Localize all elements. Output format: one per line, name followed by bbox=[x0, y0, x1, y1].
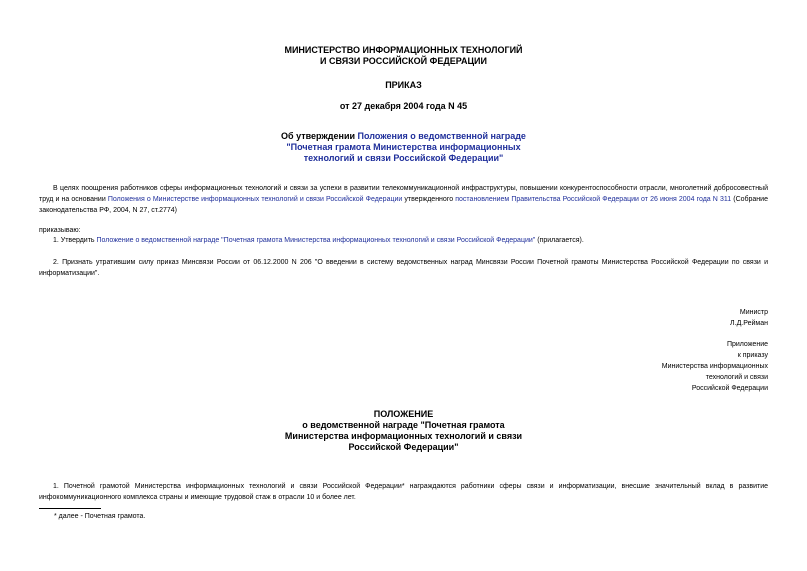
item1-suffix: (прилагается). bbox=[535, 237, 584, 244]
item-1 bbox=[53, 235, 768, 246]
appendix-line4: технологий и связи bbox=[705, 374, 768, 381]
regulation-link-part3[interactable]: технологий и связи Российской Федерации" bbox=[303, 153, 504, 163]
regulation-subtitle-line2: Министерства информационных технологий и связи bbox=[284, 431, 523, 441]
order-word: приказываю: bbox=[39, 227, 81, 234]
award-regulation-link[interactable]: Положение о ведомственной награде "Почетная грамота Министерства информационных технологий и связи Российской Федерации" bbox=[96, 237, 536, 244]
document-date: от 27 декабря 2004 года N 45 bbox=[339, 101, 468, 111]
footnote: * далее - Почетная грамота. bbox=[54, 513, 146, 520]
ministry-heading-line2: И СВЯЗИ РОССИЙСКОЙ ФЕДЕРАЦИИ bbox=[320, 56, 487, 66]
regulation-subtitle-line3: Российской Федерации" bbox=[348, 442, 459, 452]
document-type: ПРИКАЗ bbox=[385, 80, 422, 90]
subject-line2 bbox=[0, 142, 807, 153]
appendix-line3: Министерства информационных bbox=[661, 363, 768, 370]
signature-name: Л.Д.Рейман bbox=[730, 320, 768, 327]
ministry-regulation-link[interactable]: Положения о Министерстве информационных технологий и связи Российской Федерации bbox=[107, 196, 403, 203]
subject-line3 bbox=[0, 153, 807, 164]
regulation-link-part2[interactable]: "Почетная грамота Министерства информационных bbox=[286, 142, 521, 152]
preamble-text1: В целях поощрения работников сферы информационных технологий и связи за успехи в развитии телекоммуникационной инфраструктуры, повышении конкурентоспособности отрасли, многолетний добросовестный труд и на основании bbox=[39, 185, 768, 203]
government-resolution-link[interactable]: постановлением Правительства Российской Федерации от 26 июня 2004 года N 311 bbox=[455, 196, 732, 203]
appendix-line2: к приказу bbox=[737, 352, 768, 359]
preamble-text2: утвержденного bbox=[402, 196, 456, 203]
subject-prefix: Об утверждении bbox=[281, 131, 358, 141]
regulation-link-part1[interactable]: Положения о ведомственной награде bbox=[357, 131, 526, 141]
preamble-paragraph bbox=[39, 183, 768, 216]
subject-line1 bbox=[0, 131, 807, 142]
footnote-divider bbox=[39, 508, 101, 509]
item1-prefix: 1. Утвердить bbox=[53, 237, 97, 244]
ministry-heading-line1: МИНИСТЕРСТВО ИНФОРМАЦИОННЫХ ТЕХНОЛОГИЙ bbox=[284, 45, 523, 55]
regulation-subtitle-line1: о ведомственной награде "Почетная грамота bbox=[302, 420, 505, 430]
appendix-line5: Российской Федерации bbox=[691, 385, 768, 392]
regulation-title: ПОЛОЖЕНИЕ bbox=[373, 409, 434, 419]
clause-1: 1. Почетной грамотой Министерства информационных технологий и связи Российской Федерации* награждаются работники сферы связи и информатизации, внесшие значительный вклад в развитие инфокоммуникационного комплекса страны и имеющие трудовой стаж в отрасли 10 и более лет. bbox=[39, 483, 768, 501]
item-2: 2. Признать утратившим силу приказ Минсвязи России от 06.12.2000 N 206 "О введении в систему ведомственных наград Минсвязи России Почетной грамоты Министерства Российской Федерации по связи и информатизации". bbox=[39, 259, 768, 277]
signature-title: Министр bbox=[739, 309, 768, 316]
appendix-line1: Приложение bbox=[726, 341, 768, 348]
preamble-text3: (Собрание законодательства РФ, 2004, N 27, ст.2774) bbox=[39, 196, 768, 214]
